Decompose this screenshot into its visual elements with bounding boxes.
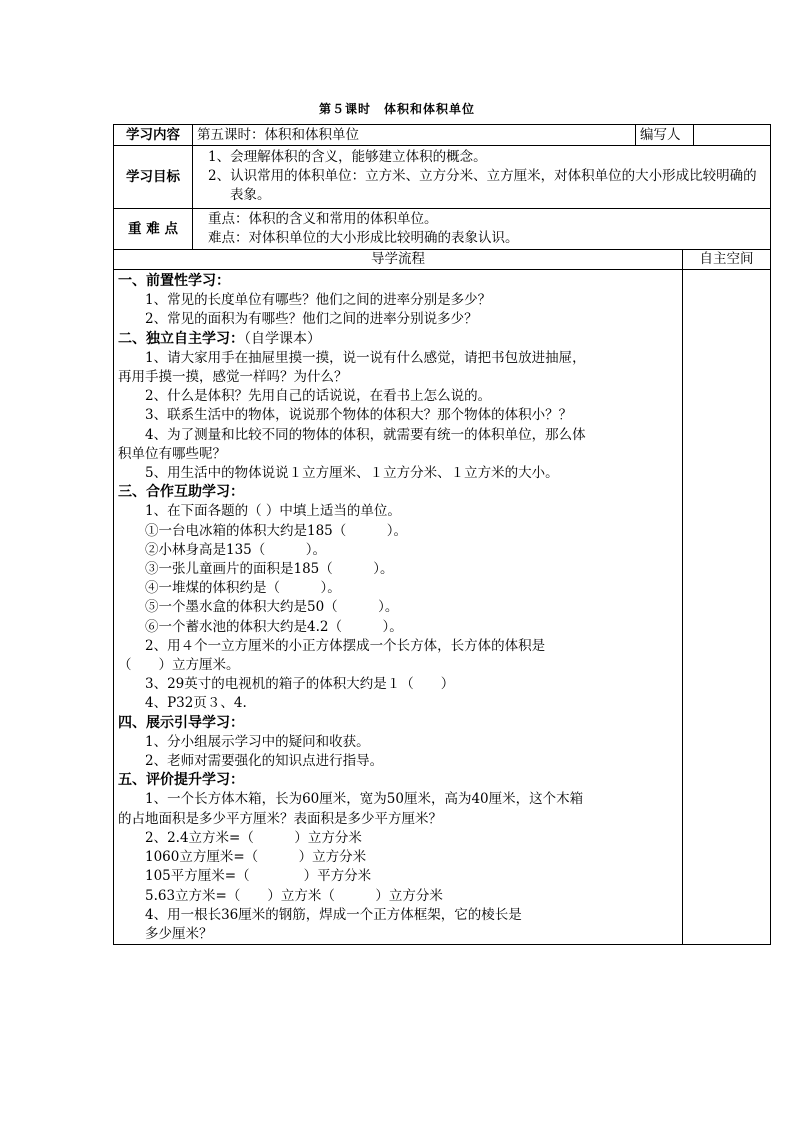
section-2-line: 1、请大家用手在抽屉里摸一摸，说一说有什么感觉，请把书包放进抽屉，: [145, 349, 586, 366]
section-2-line: 4、为了测量和比较不同的物体的体积，就需要有统一的体积单位，那么体: [145, 426, 586, 443]
difficulty-point: 难点：对体积单位的大小形成比较明确的表象认识。: [208, 230, 519, 246]
row-goals: [114, 146, 771, 209]
section-2-line: 5、用生活中的物体说说１立方厘米、１立方分米、１立方米的大小。: [145, 465, 559, 482]
section-3-line: （ ）立方厘米。: [118, 657, 240, 674]
section-3-line: 3、29英寸的电视机的箱子的体积大约是１（ ）: [145, 676, 455, 693]
row-content: [114, 125, 771, 146]
section-3-line: 1、在下面各题的（ ）中填上适当的单位。: [145, 503, 401, 520]
section-5-line: 4、用一根长36厘米的钢筋，焊成一个正方体框架，它的棱长是: [145, 906, 522, 923]
conversion-item: 2、2.4立方米=（ ）立方分米: [145, 829, 362, 846]
section-5-title: 五、评价提升学习：: [118, 772, 244, 789]
section-2-line: 再用手摸一摸，感觉一样吗？为什么？: [118, 369, 348, 386]
label-author: 编写人: [636, 125, 694, 146]
section-5-line: 的占地面积是多少平方厘米？表面积是多少平方厘米？: [118, 810, 442, 827]
row-flow-header: [114, 250, 771, 270]
conversion-item: 5.63立方米=（ ）立方米（ ）立方分米: [145, 887, 443, 904]
self-space-area: [683, 270, 771, 945]
row-flow-body: [114, 270, 771, 945]
fill-blank-item: ⑤一个墨水盒的体积大约是50（ ）。: [145, 599, 399, 616]
conversion-item: 1060立方厘米=（ ）立方分米: [145, 849, 367, 866]
section-1-line: 2、常见的面积为有哪些？他们之间的进率分别说多少？: [145, 311, 478, 328]
self-space-header: 自主空间: [683, 250, 771, 270]
row-keys: [114, 209, 771, 250]
label-keys: 重 难 点: [114, 209, 193, 250]
section-2-note: （自学课本）: [244, 330, 321, 347]
content-value: 第五课时：体积和体积单位: [193, 125, 636, 146]
section-2-line: 2、什么是体积？先用自己的话说说，在看书上怎么说的。: [145, 388, 492, 405]
section-4-line: 1、分小组展示学习中的疑问和收获。: [145, 733, 370, 750]
flow-header: 导学流程: [114, 250, 683, 270]
flow-content: [114, 270, 683, 945]
section-2-line: 3、联系生活中的物体，说说那个物体的体积大？那个物体的体积小？？: [145, 407, 573, 424]
fill-blank-item: ①一台电冰箱的体积大约是185（ ）。: [145, 522, 408, 539]
author-value: [694, 125, 771, 146]
fill-blank-item: ⑥一个蓄水池的体积大约是4.2（ ）。: [145, 618, 403, 635]
section-5-line: 多少厘米？: [145, 925, 213, 942]
section-2-line: 积单位有哪些呢？: [118, 445, 226, 462]
label-content: 学习内容: [114, 125, 193, 146]
fill-blank-item: ④一堆煤的体积约是（ ）。: [145, 580, 341, 597]
section-1-title: 一、前置性学习：: [118, 273, 230, 289]
page-title: 第５课时 体积和体积单位: [318, 102, 475, 116]
section-2-title: 二、独立自主学习：（自学课本）: [118, 330, 321, 347]
section-5-line: 1、一个长方体木箱，长为60厘米，宽为50厘米，高为40厘米，这个木箱: [145, 791, 584, 808]
fill-blank-item: ②小林身高是135（ ）。: [145, 541, 327, 558]
key-point: 重点：体积的含义和常用的体积单位。: [208, 211, 438, 227]
section-3-line: 2、用４个一立方厘米的小正方体摆成一个长方体，长方体的体积是: [145, 637, 546, 654]
section-1-line: 1、常见的长度单位有哪些？他们之间的进率分别是多少？: [145, 292, 492, 309]
goal-item: 2、认识常用的体积单位：立方米、立方分米、立方厘米，对体积单位的大小形成比较明确的表象。: [208, 168, 757, 203]
section-4-title: 四、展示引导学习：: [118, 714, 244, 731]
label-goals: 学习目标: [114, 146, 193, 209]
goal-item: 1、会理解体积的含义，能够建立体积的概念。: [208, 149, 487, 165]
section-3-title: 三、合作互助学习：: [118, 484, 244, 501]
fill-blank-item: ③一张儿童画片的面积是185（ ）。: [145, 561, 394, 578]
section-3-line: 4、P32页３、4.: [145, 695, 247, 712]
section-4-line: 2、老师对需要强化的知识点进行指导。: [145, 753, 384, 770]
conversion-item: 105平方厘米=（ ）平方分米: [145, 868, 372, 885]
lesson-plan-table: [113, 124, 771, 945]
